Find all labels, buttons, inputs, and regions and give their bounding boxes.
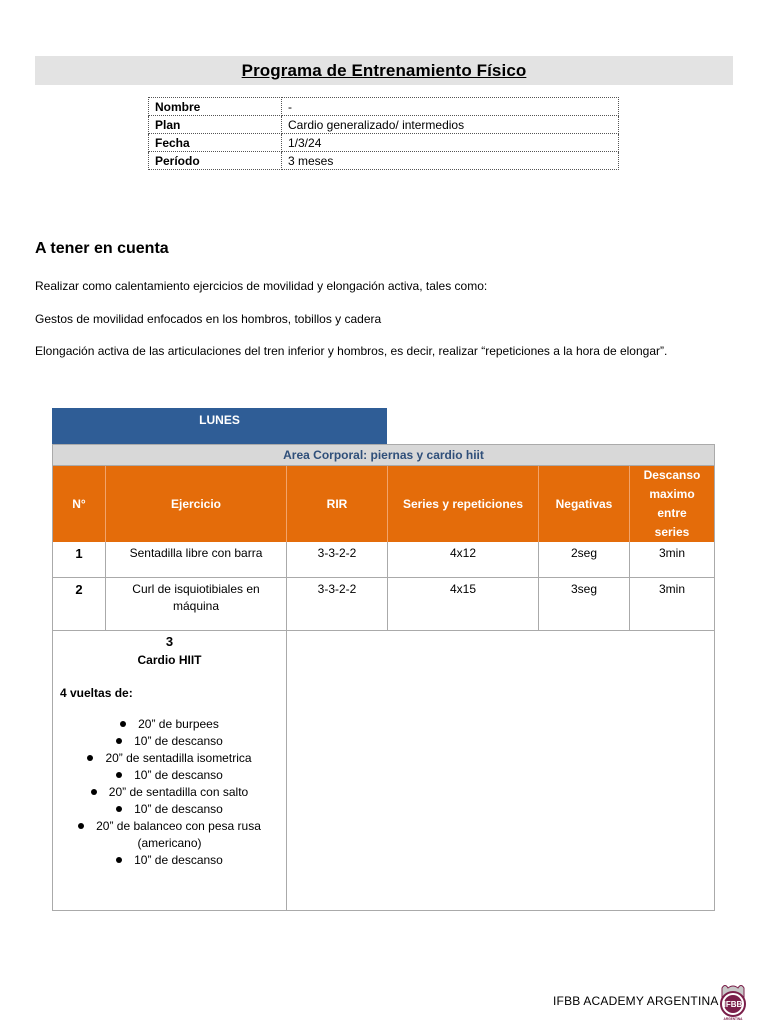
- column-header: RIR: [287, 466, 388, 542]
- cell-sets: 4x12: [388, 542, 539, 577]
- note-paragraph: Elongación activa de las articulaciones del tren inferior y hombros, es decir, realizar “repeticiones a la hora de elongar”.: [35, 344, 668, 358]
- list-item-text: 20” de burpees: [138, 717, 219, 731]
- cell-rir: 3-3-2-2: [287, 542, 388, 577]
- info-value: 3 meses: [282, 152, 619, 170]
- info-key: Período: [149, 152, 282, 170]
- footer-text: IFBB ACADEMY ARGENTINA: [553, 994, 719, 1008]
- table-row: [53, 542, 714, 578]
- list-item: [53, 818, 286, 852]
- hiit-cell: [53, 631, 287, 910]
- page-title: Programa de Entrenamiento Físico: [241, 61, 527, 80]
- bullet-icon: [87, 755, 93, 761]
- info-row-periodo: [149, 152, 619, 170]
- list-item: [53, 852, 286, 869]
- info-row-fecha: [149, 134, 619, 152]
- cell-sets: 4x15: [388, 578, 539, 630]
- list-item: [53, 767, 286, 784]
- table-row: [53, 578, 714, 631]
- list-item-text: 20” de sentadilla con salto: [108, 785, 249, 799]
- bullet-icon: [120, 721, 126, 727]
- column-header: Descanso maximo entre series: [643, 468, 701, 539]
- info-table: [148, 97, 619, 170]
- info-key: Fecha: [149, 134, 282, 152]
- hiit-title: Cardio HIIT: [137, 653, 202, 667]
- list-item-text: 20” de balanceo con pesa rusa (americano): [96, 819, 261, 850]
- routine-table: [52, 444, 715, 911]
- list-item: [53, 733, 286, 750]
- info-key: Plan: [149, 116, 282, 134]
- hiit-rounds: 4 vueltas de:: [60, 686, 133, 700]
- cell-number: 1: [53, 542, 106, 577]
- info-row-plan: [149, 116, 619, 134]
- cell-rir: 3-3-2-2: [287, 578, 388, 630]
- list-item: [53, 784, 286, 801]
- day-header: LUNES: [52, 408, 387, 444]
- info-row-nombre: [149, 98, 619, 116]
- cell-negatives: 3seg: [539, 578, 630, 630]
- list-item-text: 10” de descanso: [134, 802, 223, 816]
- cell-negatives: 2seg: [539, 542, 630, 577]
- column-header: Negativas: [539, 466, 630, 542]
- note-paragraph: Gestos de movilidad enfocados en los hombros, tobillos y cadera: [35, 312, 382, 326]
- bullet-icon: [78, 823, 84, 829]
- bullet-icon: [116, 806, 122, 812]
- column-header: Series y repeticiones: [388, 466, 539, 542]
- info-key: Nombre: [149, 98, 282, 116]
- list-item-text: 10” de descanso: [134, 768, 223, 782]
- list-item-text: 20” de sentadilla isometrica: [105, 751, 252, 765]
- logo-text: IFBB: [723, 1000, 743, 1009]
- info-value: 1/3/24: [282, 134, 619, 152]
- cell-rest: 3min: [658, 582, 685, 596]
- bullet-icon: [116, 857, 122, 863]
- list-item: [53, 750, 286, 767]
- cell-rest: 3min: [658, 546, 685, 560]
- notes-heading: A tener en cuenta: [35, 240, 169, 257]
- hiit-number: 3: [165, 634, 174, 649]
- logo-subtext: ARGENTINA: [723, 1017, 743, 1021]
- column-header: N°: [53, 466, 106, 542]
- hiit-list: [53, 716, 286, 869]
- ifbb-logo-icon: [718, 982, 748, 1022]
- list-item-text: 10” de descanso: [134, 853, 223, 867]
- bullet-icon: [116, 738, 122, 744]
- column-header-row: [53, 466, 714, 542]
- cell-exercise: Sentadilla libre con barra: [106, 542, 287, 577]
- cell-number: 2: [53, 578, 106, 630]
- info-value: Cardio generalizado/ intermedios: [282, 116, 619, 134]
- area-header: Area Corporal: piernas y cardio hiit: [53, 445, 714, 466]
- cell-exercise: Curl de isquiotibiales en máquina: [106, 578, 287, 630]
- list-item: [53, 801, 286, 818]
- list-item-text: 10” de descanso: [134, 734, 223, 748]
- bullet-icon: [116, 772, 122, 778]
- column-header: Ejercicio: [106, 466, 287, 542]
- note-paragraph: Realizar como calentamiento ejercicios de movilidad y elongación activa, tales como:: [35, 279, 488, 293]
- bullet-icon: [91, 789, 97, 795]
- info-value: -: [282, 98, 619, 116]
- title-bar: [35, 56, 733, 85]
- list-item: [53, 716, 286, 733]
